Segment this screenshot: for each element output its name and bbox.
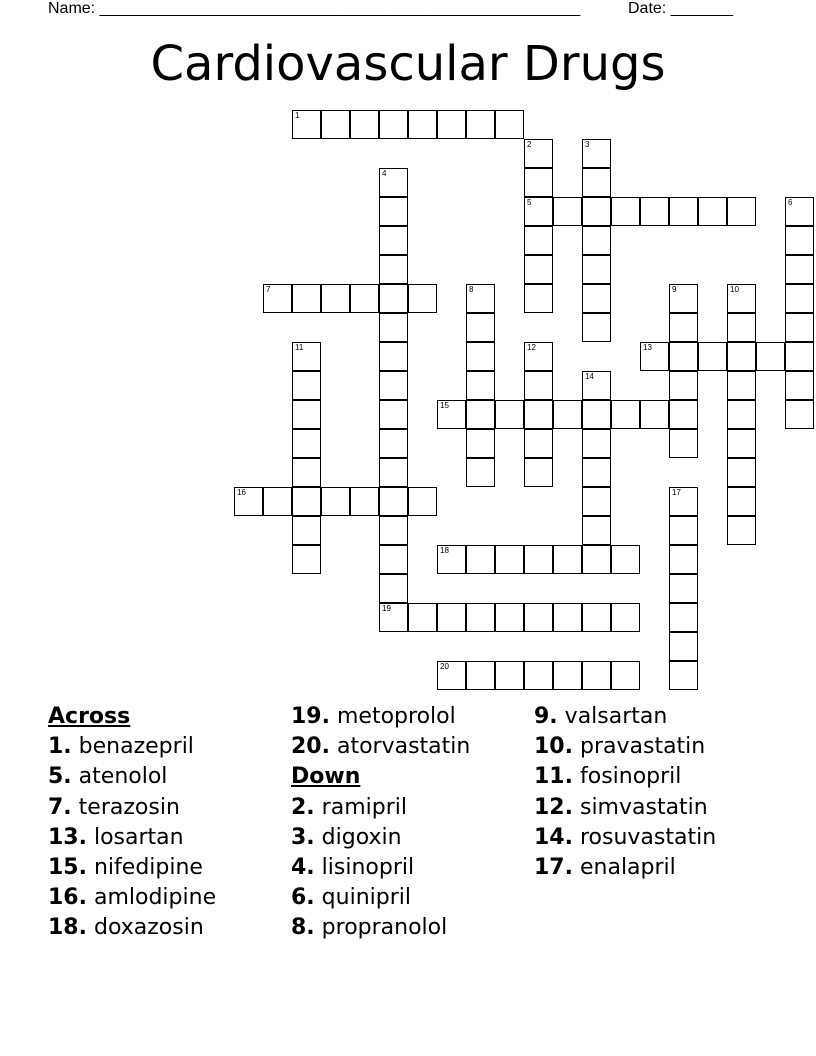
crossword-cell[interactable]: [582, 487, 611, 516]
clue-down-14: 14. rosuvastatin: [534, 824, 717, 850]
crossword-cell[interactable]: [379, 284, 408, 313]
clue-column-3: [534, 702, 716, 883]
clue-number-label: 5: [527, 198, 532, 207]
crossword-cell[interactable]: [582, 255, 611, 284]
crossword-cell[interactable]: [466, 284, 495, 313]
crossword-cell[interactable]: [524, 284, 553, 313]
crossword-cell[interactable]: [640, 342, 669, 371]
crossword-cell[interactable]: [379, 429, 408, 458]
crossword-cell[interactable]: [379, 313, 408, 342]
crossword-cell[interactable]: [582, 284, 611, 313]
clue-down-12: 12. simvastatin: [534, 794, 708, 820]
crossword-cell[interactable]: [611, 603, 640, 632]
clue-number-label: 9: [672, 285, 677, 294]
crossword-cell[interactable]: [495, 603, 524, 632]
crossword-cell[interactable]: [524, 226, 553, 255]
crossword-cell[interactable]: [292, 400, 321, 429]
crossword-cell[interactable]: [379, 110, 408, 139]
crossword-cell[interactable]: [379, 574, 408, 603]
crossword-cell[interactable]: [524, 342, 553, 371]
crossword-cell[interactable]: [582, 313, 611, 342]
clue-number-label: 4: [382, 169, 387, 178]
clue-across-16: 16. amlodipine: [48, 885, 217, 911]
clue-number-label: 17: [672, 488, 681, 497]
crossword-cell[interactable]: [669, 429, 698, 458]
crossword-cell[interactable]: [350, 284, 379, 313]
clue-number-label: 2: [527, 140, 532, 149]
crossword-cell[interactable]: [437, 110, 466, 139]
clue-number-label: 1: [295, 111, 300, 120]
crossword-cell[interactable]: [321, 284, 350, 313]
crossword-cell[interactable]: [669, 400, 698, 429]
clue-column-1: [48, 702, 216, 944]
crossword-cell[interactable]: [466, 342, 495, 371]
crossword-cell[interactable]: [611, 545, 640, 574]
crossword-cell[interactable]: [611, 197, 640, 226]
crossword-cell[interactable]: [524, 429, 553, 458]
crossword-cell[interactable]: [379, 342, 408, 371]
crossword-cell[interactable]: [640, 197, 669, 226]
crossword-cell[interactable]: [727, 516, 756, 545]
clue-across-5: 5. atenolol: [48, 764, 168, 790]
crossword-cell[interactable]: [785, 400, 814, 429]
crossword-cell[interactable]: [727, 284, 756, 313]
crossword-cell[interactable]: [727, 429, 756, 458]
crossword-cell[interactable]: [727, 197, 756, 226]
crossword-cell[interactable]: [524, 545, 553, 574]
crossword-cell[interactable]: [466, 313, 495, 342]
crossword-cell[interactable]: [582, 371, 611, 400]
crossword-cell[interactable]: [669, 545, 698, 574]
clue-across-7: 7. terazosin: [48, 794, 180, 820]
crossword-cell[interactable]: [495, 110, 524, 139]
crossword-cell[interactable]: [495, 400, 524, 429]
clue-number-label: 8: [469, 285, 474, 294]
crossword-cell[interactable]: [727, 487, 756, 516]
clue-number-label: 11: [295, 343, 304, 352]
crossword-cell[interactable]: [524, 603, 553, 632]
clue-across-13: 13. losartan: [48, 824, 184, 850]
clue-number-label: 20: [440, 662, 449, 671]
clue-number-label: 14: [585, 372, 594, 381]
clue-number-label: 3: [585, 140, 590, 149]
crossword-cell[interactable]: [292, 516, 321, 545]
crossword-cell[interactable]: [582, 603, 611, 632]
crossword-cell[interactable]: [292, 284, 321, 313]
crossword-cell[interactable]: [466, 110, 495, 139]
crossword-cell[interactable]: [524, 661, 553, 690]
crossword-cell[interactable]: [466, 400, 495, 429]
crossword-cell[interactable]: [727, 313, 756, 342]
clue-down-10: 10. pravastatin: [534, 734, 706, 760]
crossword-cell[interactable]: [379, 487, 408, 516]
crossword-cell[interactable]: [785, 284, 814, 313]
clue-number-label: 16: [237, 488, 246, 497]
clue-across-15: 15. nifedipine: [48, 855, 203, 881]
crossword-cell[interactable]: [379, 400, 408, 429]
crossword-cell[interactable]: [379, 458, 408, 487]
crossword-cell[interactable]: [582, 400, 611, 429]
crossword-cell[interactable]: [669, 197, 698, 226]
clue-down-4: 4. lisinopril: [291, 855, 415, 881]
clue-number-label: 12: [527, 343, 536, 352]
crossword-cell[interactable]: [669, 574, 698, 603]
crossword-cell[interactable]: [466, 429, 495, 458]
crossword-cell[interactable]: [379, 516, 408, 545]
crossword-cell[interactable]: [524, 400, 553, 429]
crossword-cell[interactable]: [321, 110, 350, 139]
clue-down-17: 17. enalapril: [534, 855, 676, 881]
clue-across-19: 19. metoprolol: [291, 704, 456, 729]
crossword-cell[interactable]: [698, 342, 727, 371]
crossword-cell[interactable]: [669, 313, 698, 342]
crossword-cell[interactable]: [669, 661, 698, 690]
crossword-cell[interactable]: [669, 371, 698, 400]
clue-number-label: 13: [643, 343, 652, 352]
crossword-cell[interactable]: [292, 545, 321, 574]
clue-down-6: 6. quinipril: [291, 885, 411, 911]
crossword-cell[interactable]: [524, 139, 553, 168]
crossword-cell[interactable]: [437, 603, 466, 632]
date-field-label: Date: _______: [628, 0, 733, 17]
crossword-cell[interactable]: [553, 603, 582, 632]
clue-down-8: 8. propranolol: [291, 915, 448, 941]
crossword-cell[interactable]: [669, 632, 698, 661]
crossword-cell[interactable]: [495, 545, 524, 574]
crossword-cell[interactable]: [321, 487, 350, 516]
crossword-cell[interactable]: [466, 603, 495, 632]
crossword-cell[interactable]: [466, 661, 495, 690]
crossword-cell[interactable]: [553, 197, 582, 226]
crossword-cell[interactable]: [553, 545, 582, 574]
crossword-cell[interactable]: [727, 458, 756, 487]
clue-number-label: 10: [730, 285, 739, 294]
clue-column-2: [291, 702, 470, 944]
crossword-cell[interactable]: [524, 197, 553, 226]
crossword-cell[interactable]: [524, 458, 553, 487]
crossword-cell[interactable]: [727, 400, 756, 429]
crossword-cell[interactable]: [669, 603, 698, 632]
crossword-cell[interactable]: [408, 110, 437, 139]
crossword-cell[interactable]: [727, 342, 756, 371]
clue-number-label: 19: [382, 604, 391, 613]
crossword-cell[interactable]: [524, 371, 553, 400]
crossword-cell[interactable]: [408, 487, 437, 516]
crossword-cell[interactable]: [437, 400, 466, 429]
crossword-cell[interactable]: [437, 545, 466, 574]
crossword-cell[interactable]: [611, 400, 640, 429]
crossword-cell[interactable]: [582, 226, 611, 255]
crossword-cell[interactable]: [524, 255, 553, 284]
clue-down-3: 3. digoxin: [291, 824, 402, 850]
crossword-cell[interactable]: [263, 487, 292, 516]
name-field-label: Name: ______________________________________________________: [48, 0, 581, 17]
clue-across-1: 1. benazepril: [48, 734, 194, 760]
crossword-cell[interactable]: [698, 197, 727, 226]
across-heading: Across: [48, 704, 131, 729]
crossword-cell[interactable]: [582, 661, 611, 690]
crossword-cell[interactable]: [292, 110, 321, 139]
crossword-cell[interactable]: [466, 371, 495, 400]
clue-number-label: 6: [788, 198, 793, 207]
crossword-cell[interactable]: [640, 400, 669, 429]
crossword-cell[interactable]: [553, 661, 582, 690]
crossword-cell[interactable]: [350, 487, 379, 516]
crossword-cell[interactable]: [292, 487, 321, 516]
clue-across-20: 20. atorvastatin: [291, 734, 471, 760]
crossword-cell[interactable]: [263, 284, 292, 313]
crossword-cell[interactable]: [582, 168, 611, 197]
crossword-cell[interactable]: [582, 139, 611, 168]
crossword-cell[interactable]: [669, 284, 698, 313]
crossword-cell[interactable]: [553, 400, 582, 429]
clue-number-label: 7: [266, 285, 271, 294]
crossword-cell[interactable]: [292, 429, 321, 458]
crossword-cell[interactable]: [495, 661, 524, 690]
clue-number-label: 18: [440, 546, 449, 555]
crossword-cell[interactable]: [292, 342, 321, 371]
crossword-cell[interactable]: [785, 342, 814, 371]
clue-down-9: 9. valsartan: [534, 704, 668, 729]
crossword-cell[interactable]: [350, 110, 379, 139]
down-heading: Down: [291, 764, 361, 790]
crossword-cell[interactable]: [756, 342, 785, 371]
clue-across-18: 18. doxazosin: [48, 915, 204, 941]
page-title: Cardiovascular Drugs: [150, 36, 666, 92]
crossword-cell[interactable]: [582, 458, 611, 487]
crossword-cell[interactable]: [785, 197, 814, 226]
crossword-cell[interactable]: [466, 545, 495, 574]
clue-down-11: 11. fosinopril: [534, 764, 682, 790]
crossword-cell[interactable]: [582, 545, 611, 574]
clue-down-2: 2. ramipril: [291, 794, 407, 820]
crossword-cell[interactable]: [785, 255, 814, 284]
crossword-cell[interactable]: [234, 487, 263, 516]
crossword-cell[interactable]: [669, 342, 698, 371]
crossword-cell[interactable]: [379, 255, 408, 284]
crossword-cell[interactable]: [524, 168, 553, 197]
crossword-cell[interactable]: [582, 429, 611, 458]
crossword-cell[interactable]: [669, 516, 698, 545]
crossword-cell[interactable]: [408, 603, 437, 632]
crossword-cell[interactable]: [582, 516, 611, 545]
crossword-cell[interactable]: [292, 371, 321, 400]
crossword-cell[interactable]: [611, 661, 640, 690]
crossword-cell[interactable]: [379, 197, 408, 226]
crossword-cell[interactable]: [582, 197, 611, 226]
crossword-cell[interactable]: [379, 226, 408, 255]
crossword-cell[interactable]: [292, 458, 321, 487]
crossword-cell[interactable]: [785, 371, 814, 400]
crossword-cell[interactable]: [466, 458, 495, 487]
crossword-cell[interactable]: [379, 168, 408, 197]
clue-number-label: 15: [440, 401, 449, 410]
crossword-cell[interactable]: [727, 371, 756, 400]
crossword-cell[interactable]: [785, 313, 814, 342]
crossword-cell[interactable]: [785, 226, 814, 255]
crossword-cell[interactable]: [379, 545, 408, 574]
crossword-cell[interactable]: [379, 371, 408, 400]
crossword-cell[interactable]: [669, 487, 698, 516]
crossword-cell[interactable]: [379, 603, 408, 632]
crossword-cell[interactable]: [437, 661, 466, 690]
crossword-cell[interactable]: [408, 284, 437, 313]
